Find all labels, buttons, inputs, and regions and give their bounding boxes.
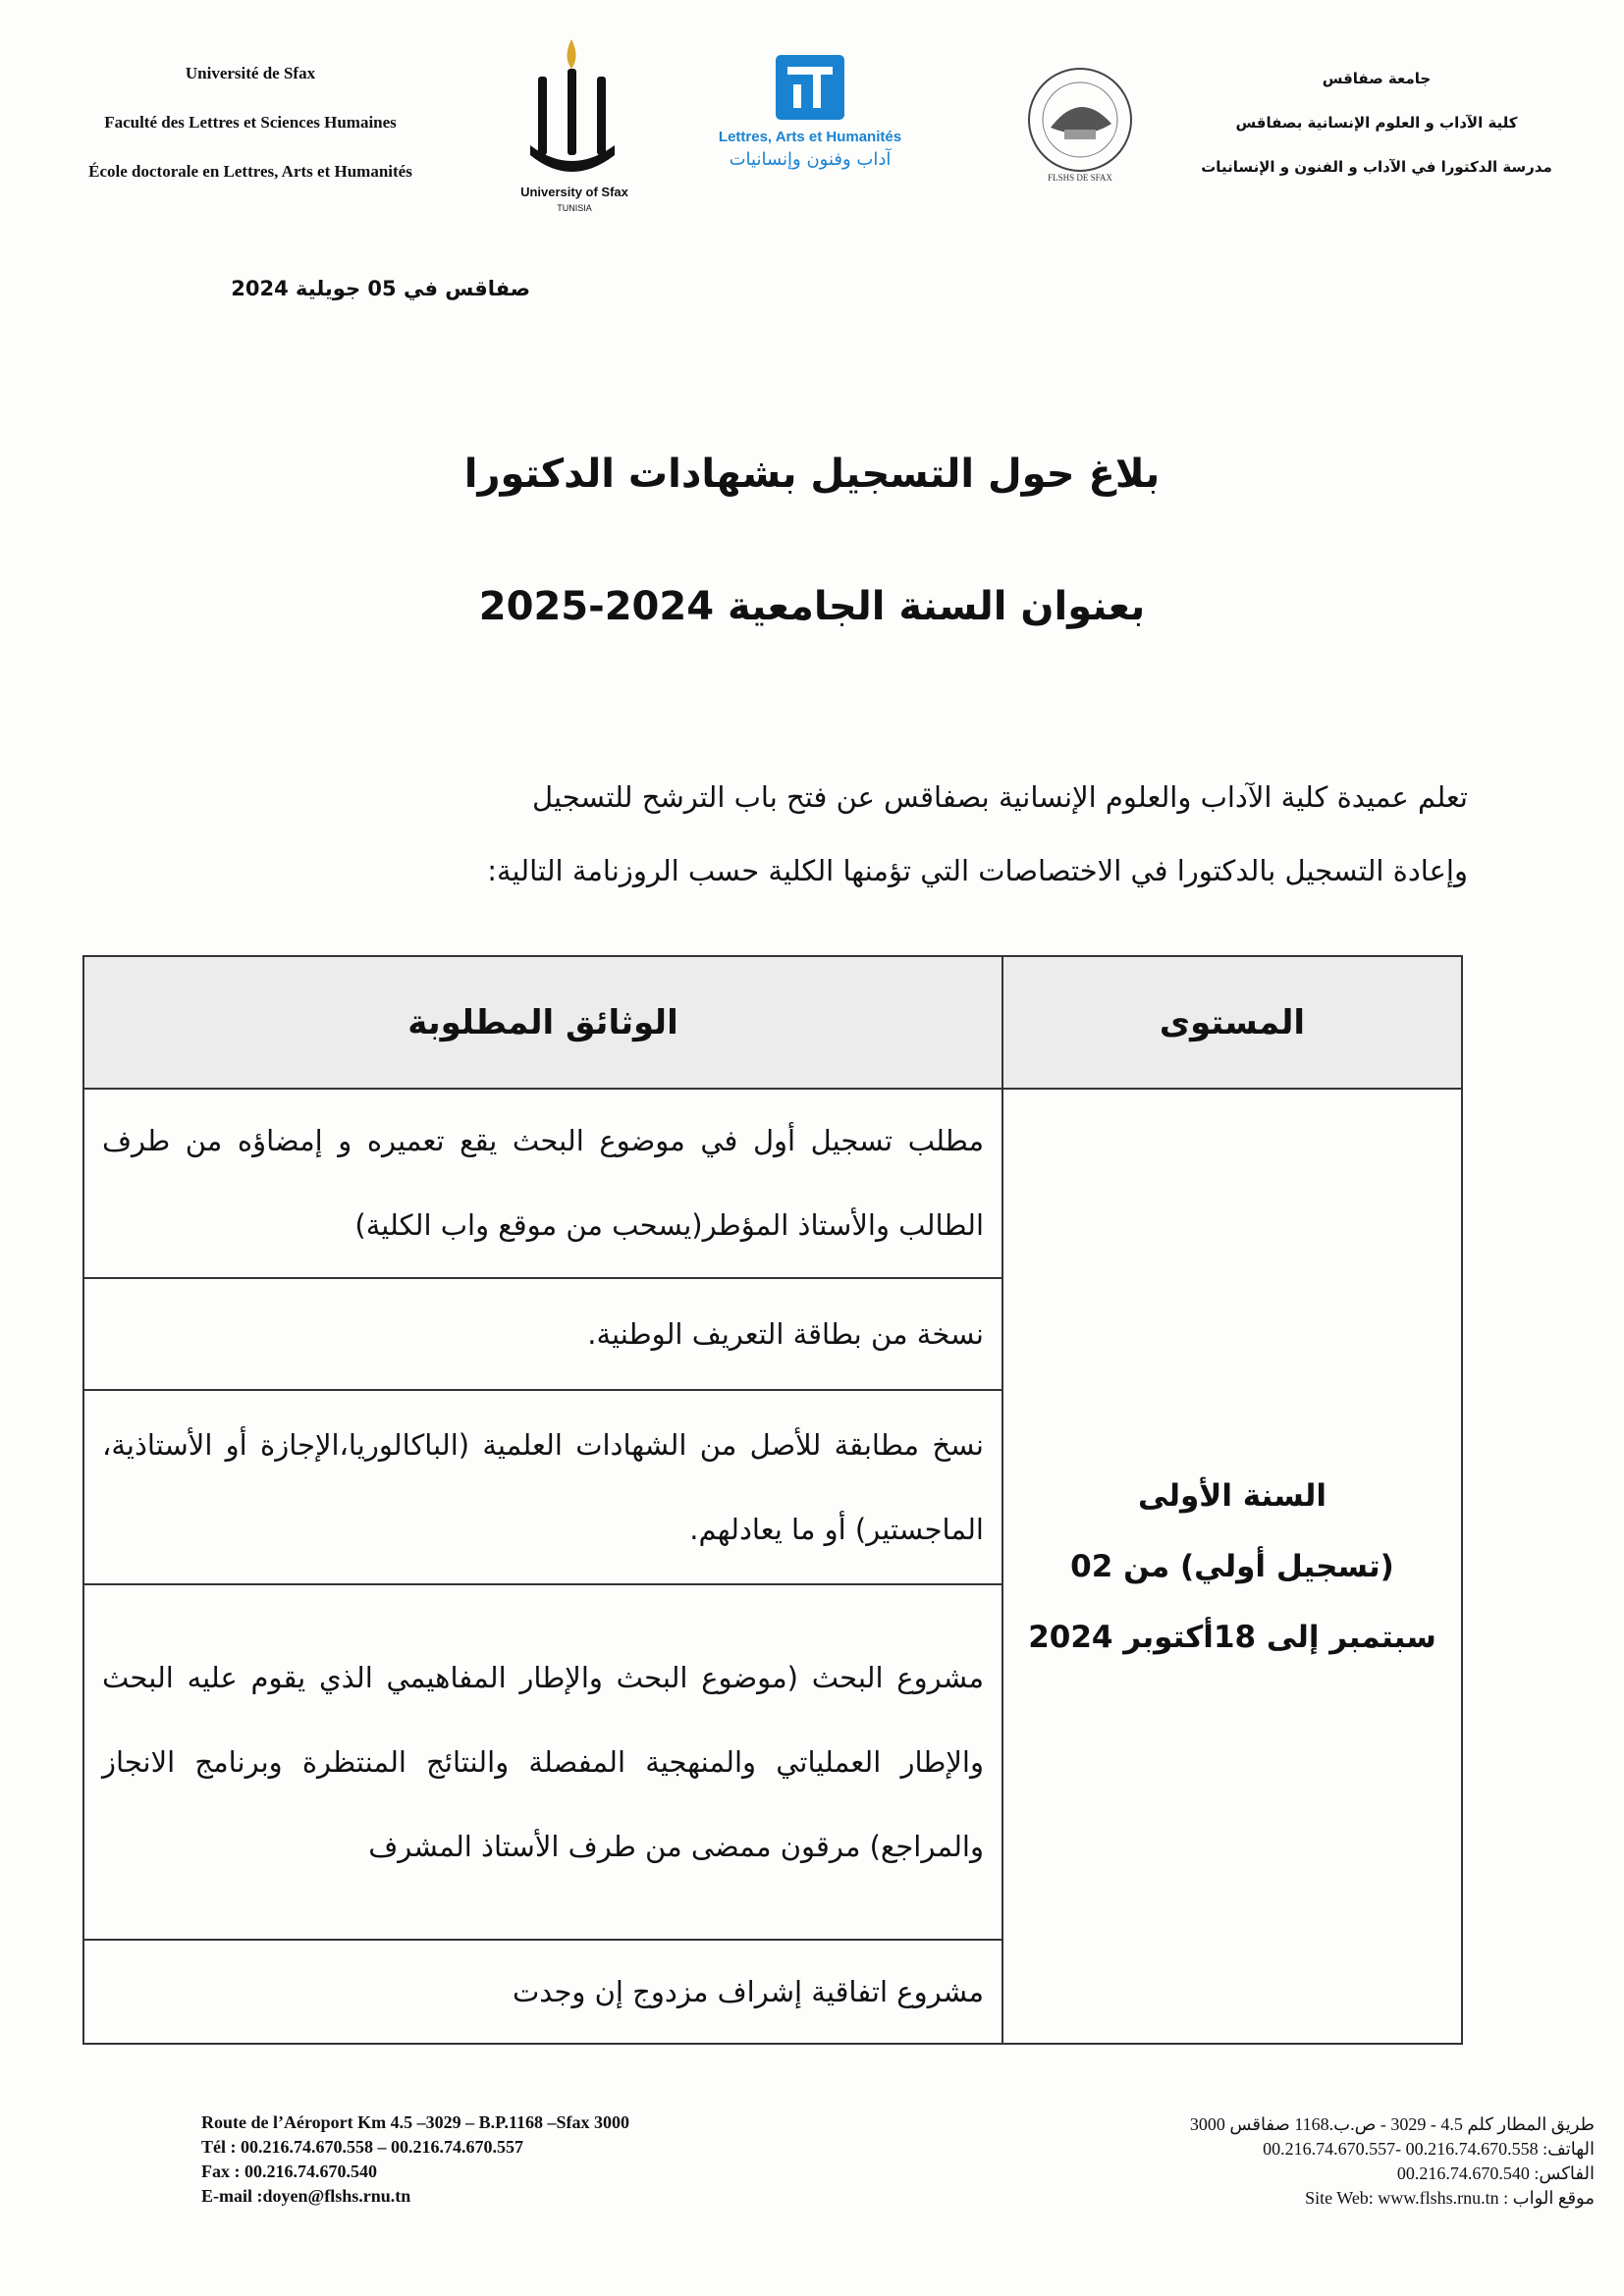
announcement-title: بلاغ حول التسجيل بشهادات الدكتورا (463, 452, 1161, 497)
footer-french (201, 2110, 810, 2209)
level-name: السنة الأولى (1137, 1477, 1327, 1514)
table-row (83, 1089, 1462, 1277)
doctoral-school-fr: École doctorale en Lettres, Arts et Humanités (88, 162, 412, 181)
announcement-subtitle: بعنوان السنة الجامعية 2024-2025 (478, 584, 1146, 629)
university-logo-name: University of Sfax (520, 185, 628, 199)
footer-phone-fr: Tél : 00.216.74.670.558 – 00.216.74.670.557 (201, 2137, 523, 2157)
doctoral-school-ar: مدرسة الدكتورا في الآداب و الفنون و الإنسانيات (1201, 158, 1552, 176)
footer-email-fr: E-mail :doyen@flshs.rnu.tn (201, 2186, 411, 2206)
document-item: مشروع اتفاقية إشراف مزدوج إن وجدت (83, 1940, 1002, 2044)
document-item: مشروع البحث (موضوع البحث والإطار المفاهيمي الذي يقوم عليه البحث والإطار العملياتي والمنهجية المفصلة والنتائج المنتظرة وبرنامج الانجاز والمراجع) مرقون ممضى من طرف الأستاذ المشرف (83, 1584, 1002, 1940)
footer-arabic (1084, 2112, 1595, 2211)
header-documents: الوثائق المطلوبة (83, 956, 1002, 1089)
table-header-row (83, 956, 1462, 1089)
faculty-seal-logo (1021, 59, 1139, 187)
university-name-fr: Université de Sfax (185, 64, 316, 82)
document-date: صفاقس في 05 جويلية 2024 (231, 277, 530, 300)
level-cell (1002, 1089, 1462, 2044)
header-level: المستوى (1002, 956, 1462, 1089)
intro-line-1: تعلم عميدة كلية الآداب والعلوم الإنسانية بصفاقس عن فتح باب الترشح للتسجيل (532, 780, 1468, 814)
footer-phone-ar: الهاتف: 00.216.74.670.558 -00.216.74.670.557 (1263, 2139, 1595, 2159)
document-item: نسخ مطابقة للأصل من الشهادات العلمية (الباكالوريا،الإجازة أو الأستاذية، الماجستير) أو ما يعادلهم. (83, 1390, 1002, 1584)
faculty-name-fr: Faculté des Lettres et Sciences Humaines (104, 113, 397, 132)
document-item: مطلب تسجيل أول في موضوع البحث يقع تعميره و إمضاؤه من طرف الطالب والأستاذ المؤطر(يسحب من موقع واب الكلية) (83, 1089, 1002, 1277)
seal-caption: FLSHS DE SFAX (1048, 173, 1112, 183)
header-french (20, 49, 481, 196)
header-arabic (1151, 57, 1602, 189)
footer-address-fr: Route de l’Aéroport Km 4.5 –3029 – B.P.1168 –Sfax 3000 (201, 2112, 629, 2132)
intro-line-2: وإعادة التسجيل بالدكتورا في الاختصاصات التي تؤمنها الكلية حسب الروزنامة التالية: (487, 854, 1468, 887)
intro-paragraph (157, 761, 1468, 908)
document-item: نسخة من بطاقة التعريف الوطنية. (83, 1278, 1002, 1390)
faculty-name-ar: كلية الآداب و العلوم الإنسانية بصفاقس (1235, 114, 1518, 132)
level-registration-period: سبتمبر إلى 18أكتوبر 2024 (1028, 1619, 1436, 1655)
university-logo (501, 29, 648, 216)
level-registration-type: (تسجيل أولي) من 02 (1070, 1548, 1394, 1584)
footer-website-ar: موقع الواب : Site Web: www.flshs.rnu.tn (1305, 2188, 1595, 2208)
footer-fax-fr: Fax : 00.216.74.670.540 (201, 2162, 377, 2181)
footer-address-ar: طريق المطار كلم 4.5 - 3029 - ص.ب.1168 صفاقس 3000 (1189, 2114, 1595, 2134)
faculty-logo-name-fr: Lettres, Arts et Humanités (718, 129, 902, 145)
university-logo-country: TUNISIA (557, 203, 592, 213)
university-name-ar: جامعة صفاقس (1322, 70, 1432, 87)
faculty-logo (697, 49, 923, 177)
requirements-table (82, 955, 1463, 2045)
faculty-logo-name-ar: آداب وفنون وإنسانيات (729, 149, 892, 170)
footer-fax-ar: الفاكس: 00.216.74.670.540 (1396, 2163, 1595, 2183)
